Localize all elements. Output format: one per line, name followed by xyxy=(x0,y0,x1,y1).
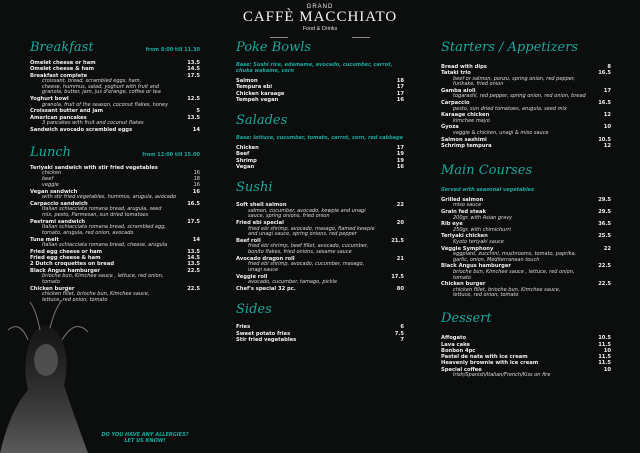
variant-name: veggie xyxy=(42,181,59,188)
description-line: brioche bun, Kimchee sauce , lettuce, red onion, xyxy=(453,268,575,275)
menu-item-name: Pastrami sandwich xyxy=(30,218,86,225)
menu-item-name: Soft shell salmon xyxy=(236,202,287,209)
menu-item-name: Affogato xyxy=(441,335,467,342)
description-line: Italian schiacciata romana bread, scrambled egg, xyxy=(42,224,166,231)
menu-item-price: 17.5 xyxy=(391,273,404,280)
description-line: bonito flakes, fried onions, sesame sauce xyxy=(248,249,352,256)
description-line: veggie & chicken, unagi & miso sauce xyxy=(453,129,549,136)
description-line: salmon, cucumber, avocado, kewpie and unagi xyxy=(248,207,366,214)
poke-title: Poke Bowls xyxy=(236,40,312,55)
brand-top: GRAND xyxy=(306,4,334,10)
menu-item-name: Black Angus hamburger xyxy=(30,267,100,274)
variant-price: 18 xyxy=(193,176,200,183)
menu-item-price: 12 xyxy=(603,142,611,149)
menu-item-price: 16.5 xyxy=(598,70,611,77)
lunch-title: Lunch xyxy=(30,145,72,161)
menu-item-name: Yoghurt bowl xyxy=(30,96,69,103)
menu-item-name: Stir fried vegetables xyxy=(236,336,297,343)
menu-item-price: 22 xyxy=(603,245,611,252)
menu-item-price: 22.5 xyxy=(598,281,611,288)
sushi-title: Sushi xyxy=(236,180,273,196)
menu-item-name: Avocado dragon roll xyxy=(236,256,295,263)
menu-item-name: Salmon sashimi xyxy=(441,136,487,143)
menu-item-name: Carpaccio sandwich xyxy=(30,200,88,207)
starters-list xyxy=(441,64,611,149)
menu-item-name: Fries xyxy=(236,324,251,331)
menu-item-price: 11.5 xyxy=(598,341,611,348)
menu-item-price: 19 xyxy=(396,151,404,158)
description-line: granola, butter, jam, jus d'orange, coffee or tea xyxy=(42,89,161,96)
menu-item-name: Gamba aioli xyxy=(441,88,476,95)
menu-item-price: 10.5 xyxy=(598,136,611,143)
menu-item-price: 14.5 xyxy=(187,255,200,262)
menu-item-price: 17 xyxy=(396,145,404,152)
description-line: chicken fillet, brioche bun, Kimchee sauce, xyxy=(453,286,561,293)
description-line: tomato xyxy=(453,274,471,281)
description-line: kimchee mayo xyxy=(453,117,490,124)
menu-item-price: 29.5 xyxy=(598,209,611,216)
menu-item-name: Fried ebi special xyxy=(236,220,284,227)
main-note: Served with seasonal vegetables xyxy=(441,187,535,194)
menu-item-name: Omelet cheese & ham xyxy=(30,66,95,73)
description-line: furikake, fried onion xyxy=(453,81,504,88)
sushi-list xyxy=(236,202,404,292)
main-list xyxy=(441,197,611,299)
description-line: 200gr. with Asian gravy xyxy=(453,214,513,221)
menu-item-price: 13.5 xyxy=(187,60,200,66)
menu-item-price: 20 xyxy=(396,220,404,227)
divider xyxy=(352,37,370,38)
main-title: Main Courses xyxy=(441,163,533,179)
description-line: togarashi, red pepper, spring onion, red onion, bread xyxy=(453,93,586,100)
menu-item-price: 5 xyxy=(196,108,200,115)
description-line: garlic, onion, Mediterranean touch xyxy=(453,256,540,263)
allergy-notice xyxy=(85,432,205,444)
dessert-list xyxy=(441,335,611,379)
menu-item xyxy=(236,337,404,343)
brand-subtitle: Food & Drinks xyxy=(302,26,338,32)
menu-item-price: 18 xyxy=(396,78,404,84)
menu-item-name: Breakfast complete xyxy=(30,72,88,79)
brand-name: CAFFÈ MACCHIATO xyxy=(242,9,398,25)
menu-item-name: Gyoza xyxy=(441,124,459,131)
menu-item-price: 14.5 xyxy=(187,66,200,73)
description-line: mix, pesto, Parmesan, sun dried tomatoes xyxy=(42,211,149,218)
menu-item-name: Pastel de nata with ice cream xyxy=(441,354,528,361)
description-line: beef or salmon, ponzu, spring onion, red pepper, xyxy=(453,75,576,82)
menu-item-name: Teriyaki chicken xyxy=(441,233,488,240)
menu-item-name: Bonbon 4pc xyxy=(441,347,476,354)
description-line: Kyoto teriyaki sauce xyxy=(453,238,504,245)
description-line: fried ebi shrimp, avocado, cucumber, masago, xyxy=(248,261,365,268)
dessert-title: Dessert xyxy=(441,311,492,327)
menu-item-price: 10 xyxy=(603,347,611,354)
description-line: 250gr. with chimichurri xyxy=(453,226,511,233)
menu-item-name: Croissant butter and jam xyxy=(30,108,104,115)
description-line: brioche bun, Kimchee sauce , lettuce, red onion, xyxy=(42,272,164,279)
breakfast-header xyxy=(30,40,200,56)
description-line: Irish/Spanish/Italian/French/Kiss on fire xyxy=(453,371,551,378)
menu-item-price: 17 xyxy=(603,88,611,95)
variant-price: 16 xyxy=(193,181,200,188)
description-line: and unagi sauce, spring onions, red pepper xyxy=(248,231,357,238)
left-column xyxy=(30,40,200,303)
salades-list xyxy=(236,145,404,170)
menu-item-price: 11.5 xyxy=(598,360,611,367)
menu-item-price: 13.5 xyxy=(187,114,200,121)
menu-item-name: Chef's special 32 pc. xyxy=(236,286,296,293)
menu-item-price: 16 xyxy=(192,188,200,195)
description-line: granola, fruit of the season, coconut flakes, honey xyxy=(42,101,169,108)
menu-item-price: 10 xyxy=(603,124,611,131)
menu-item-name: Vegan sandwich xyxy=(30,188,78,195)
breakfast-list xyxy=(30,60,200,133)
menu-item-price: 22.5 xyxy=(187,285,200,292)
description-line: miso sauce xyxy=(453,202,482,209)
breakfast-time: from 8:00 till 11.30 xyxy=(145,47,200,53)
menu-item-name: Teriyaki sandwich with stir fried vegetables xyxy=(30,165,158,172)
menu-item-name: Fried egg cheese or ham xyxy=(30,248,103,255)
description-line: chicken fillet, brioche bun, Kimchee sauce, xyxy=(42,290,150,297)
menu-item-price: 17.5 xyxy=(187,218,200,225)
sides-list xyxy=(236,324,404,343)
menu-item-name: Schrimp tempura xyxy=(441,142,492,149)
starters-title: Starters / Appetizers xyxy=(441,40,579,55)
menu-item-name: Vegan xyxy=(236,164,255,171)
menu-item-name: Black Angus hamburger xyxy=(441,263,511,270)
menu-item-price: 16.5 xyxy=(598,100,611,107)
description-line: lettuce, red onion, tomato xyxy=(453,292,519,299)
menu-item-price: 17 xyxy=(396,90,404,97)
menu-item-price: 11.5 xyxy=(598,354,611,361)
menu-item-price: 21 xyxy=(396,256,404,263)
menu-item-name: Carpaccio xyxy=(441,100,470,107)
description-line: Italian schiacciata romana bread, cheese, arugula xyxy=(42,241,168,248)
menu-item-name: Rib eye xyxy=(441,221,463,228)
description-line: lettuce, red onion, tomato xyxy=(42,296,108,303)
menu-item-name: Lava cake xyxy=(441,341,470,348)
menu-item-name: Beef roll xyxy=(236,238,261,245)
variant-price: 16 xyxy=(193,170,200,177)
poke-list xyxy=(236,78,404,103)
divider xyxy=(270,37,288,38)
menu-item-description xyxy=(441,373,611,379)
description-line: pesto, sun dried tomatoes, arugula, seed mix xyxy=(453,105,567,112)
menu-item-price: 25.5 xyxy=(598,233,611,240)
description-line: sauce, spring onions, fried onion xyxy=(248,213,330,220)
variant-name: beef xyxy=(42,176,54,183)
breakfast-title: Breakfast xyxy=(30,40,94,55)
menu-item-price: 22 xyxy=(396,202,404,209)
menu-item-name: Tempura ebi xyxy=(236,84,273,91)
description-line: eggplant, zucchini, mushrooms, tomato, paprika, xyxy=(453,250,577,257)
menu-item-price: 8 xyxy=(607,64,611,70)
menu-item-price: 10.5 xyxy=(598,335,611,342)
menu-item-name: American pancakes xyxy=(30,114,87,121)
menu-item-name: Chicken karaage xyxy=(236,90,285,97)
menu-item-name: Chicken burger xyxy=(30,285,75,292)
menu-item-name: Sweet potato fries xyxy=(236,330,291,337)
description-line: cheese, hummus, salad, yoghurt with fruit and xyxy=(42,83,160,90)
middle-column xyxy=(236,40,404,343)
menu-item-price: 12 xyxy=(603,112,611,119)
menu-item-price: 17.5 xyxy=(187,72,200,79)
menu-item-name: Tuna melt xyxy=(30,236,59,243)
allergy-line1: DO YOU HAVE ANY ALLERGIES? xyxy=(101,432,189,438)
description-line: unagi sauce xyxy=(248,267,279,274)
menu-item-name: Beef xyxy=(236,151,250,158)
menu-item-name: Special coffee xyxy=(441,366,482,373)
description-line: tomato xyxy=(42,278,60,285)
menu-item-name: 2 Dutch croquettes on bread xyxy=(30,261,115,268)
lunch-header xyxy=(30,145,200,161)
poke-note: Base: Sushi rice, edamame, avocado, cucumber, carrot, chuka wakame, corn xyxy=(236,62,393,74)
menu-item-price: 7.5 xyxy=(394,330,404,337)
menu-item-price: 7 xyxy=(400,336,404,343)
menu-item-name: Omelet cheese or ham xyxy=(30,60,96,66)
description-line: avocado, cucumber, tamago, pickle xyxy=(248,279,338,286)
description-line: fried ebi shrimp, avocado, masago, flamed kewpie xyxy=(248,225,375,232)
description-line: with stir fried vegetables, hummus, arugula, avocado xyxy=(42,194,176,201)
lunch-time: from 12:00 till 15.00 xyxy=(142,152,200,159)
variant-name: chicken xyxy=(42,170,62,177)
description-line: croissant, bread, scrambled eggs, ham, xyxy=(42,77,142,84)
description-line: tomato, arugula, red onion, avocado xyxy=(42,229,134,236)
menu-item-price: 80 xyxy=(396,286,404,293)
menu-item-price: 14 xyxy=(192,126,200,133)
menu-item-name: Chicken xyxy=(236,145,259,152)
portrait-illustration xyxy=(0,300,90,453)
menu-item-price: 16 xyxy=(396,164,404,171)
menu-item-name: Karaage chicken xyxy=(441,112,490,119)
menu-item-name: Salmon xyxy=(236,78,258,84)
right-column xyxy=(441,40,611,379)
description-line: 3 pancakes with fruit and coconut flakes xyxy=(42,119,144,126)
lunch-list xyxy=(30,165,200,303)
menu-item-price: 29.5 xyxy=(598,197,611,204)
menu-item-price: 16 xyxy=(396,96,404,103)
menu-item-name: Sandwich avocado scrambled eggs xyxy=(30,126,133,133)
menu-item-name: Grilled salmon xyxy=(441,197,484,204)
menu-item-price: 14 xyxy=(192,236,200,243)
allergy-line2: LET US KNOW! xyxy=(124,438,166,444)
menu-item-price: 17 xyxy=(396,84,404,91)
menu-item-name: Bread with dips xyxy=(441,64,487,70)
description-line: Italian schiacciata romana bread, arugula, seed xyxy=(42,206,162,213)
menu-item-price: 6 xyxy=(400,324,404,331)
menu-item-price: 10 xyxy=(603,366,611,373)
menu-item-price: 16.5 xyxy=(187,200,200,207)
menu-item-name: Shrimp xyxy=(236,157,257,164)
brand-header xyxy=(0,4,640,32)
menu-item-price: 36.5 xyxy=(598,221,611,228)
menu-item-price: 12.5 xyxy=(187,96,200,103)
description-line: fried ebi shrimp, beef fillet, avocado, cucumber, xyxy=(248,243,369,250)
salades-note: Base: lettuce, cucumber, tomato, carrot, corn, red cabbage xyxy=(236,135,404,142)
menu-item-price: 19 xyxy=(396,157,404,164)
menu-item-price: 22.5 xyxy=(187,267,200,274)
menu-item-price: 13.5 xyxy=(187,248,200,255)
menu-item-name: Fried egg cheese & ham xyxy=(30,255,101,262)
menu-item-price: 21.5 xyxy=(391,238,404,245)
menu-item-price: 13.5 xyxy=(187,261,200,268)
menu-item-price: 22.5 xyxy=(598,263,611,270)
menu-item-name: Tataki trio xyxy=(441,70,471,77)
menu-item-name: Tempeh vegan xyxy=(236,96,279,103)
menu-item-name: Veggie roll xyxy=(236,273,268,280)
menu-item-name: Chicken burger xyxy=(441,281,486,288)
menu-item-name: Heavenly brownie with ice cream xyxy=(441,360,539,367)
menu-item-name: Grain fed steak xyxy=(441,209,486,216)
menu-item-name: Veggie Symphony xyxy=(441,245,494,252)
salades-title: Salades xyxy=(236,113,288,129)
sides-title: Sides xyxy=(236,302,272,318)
